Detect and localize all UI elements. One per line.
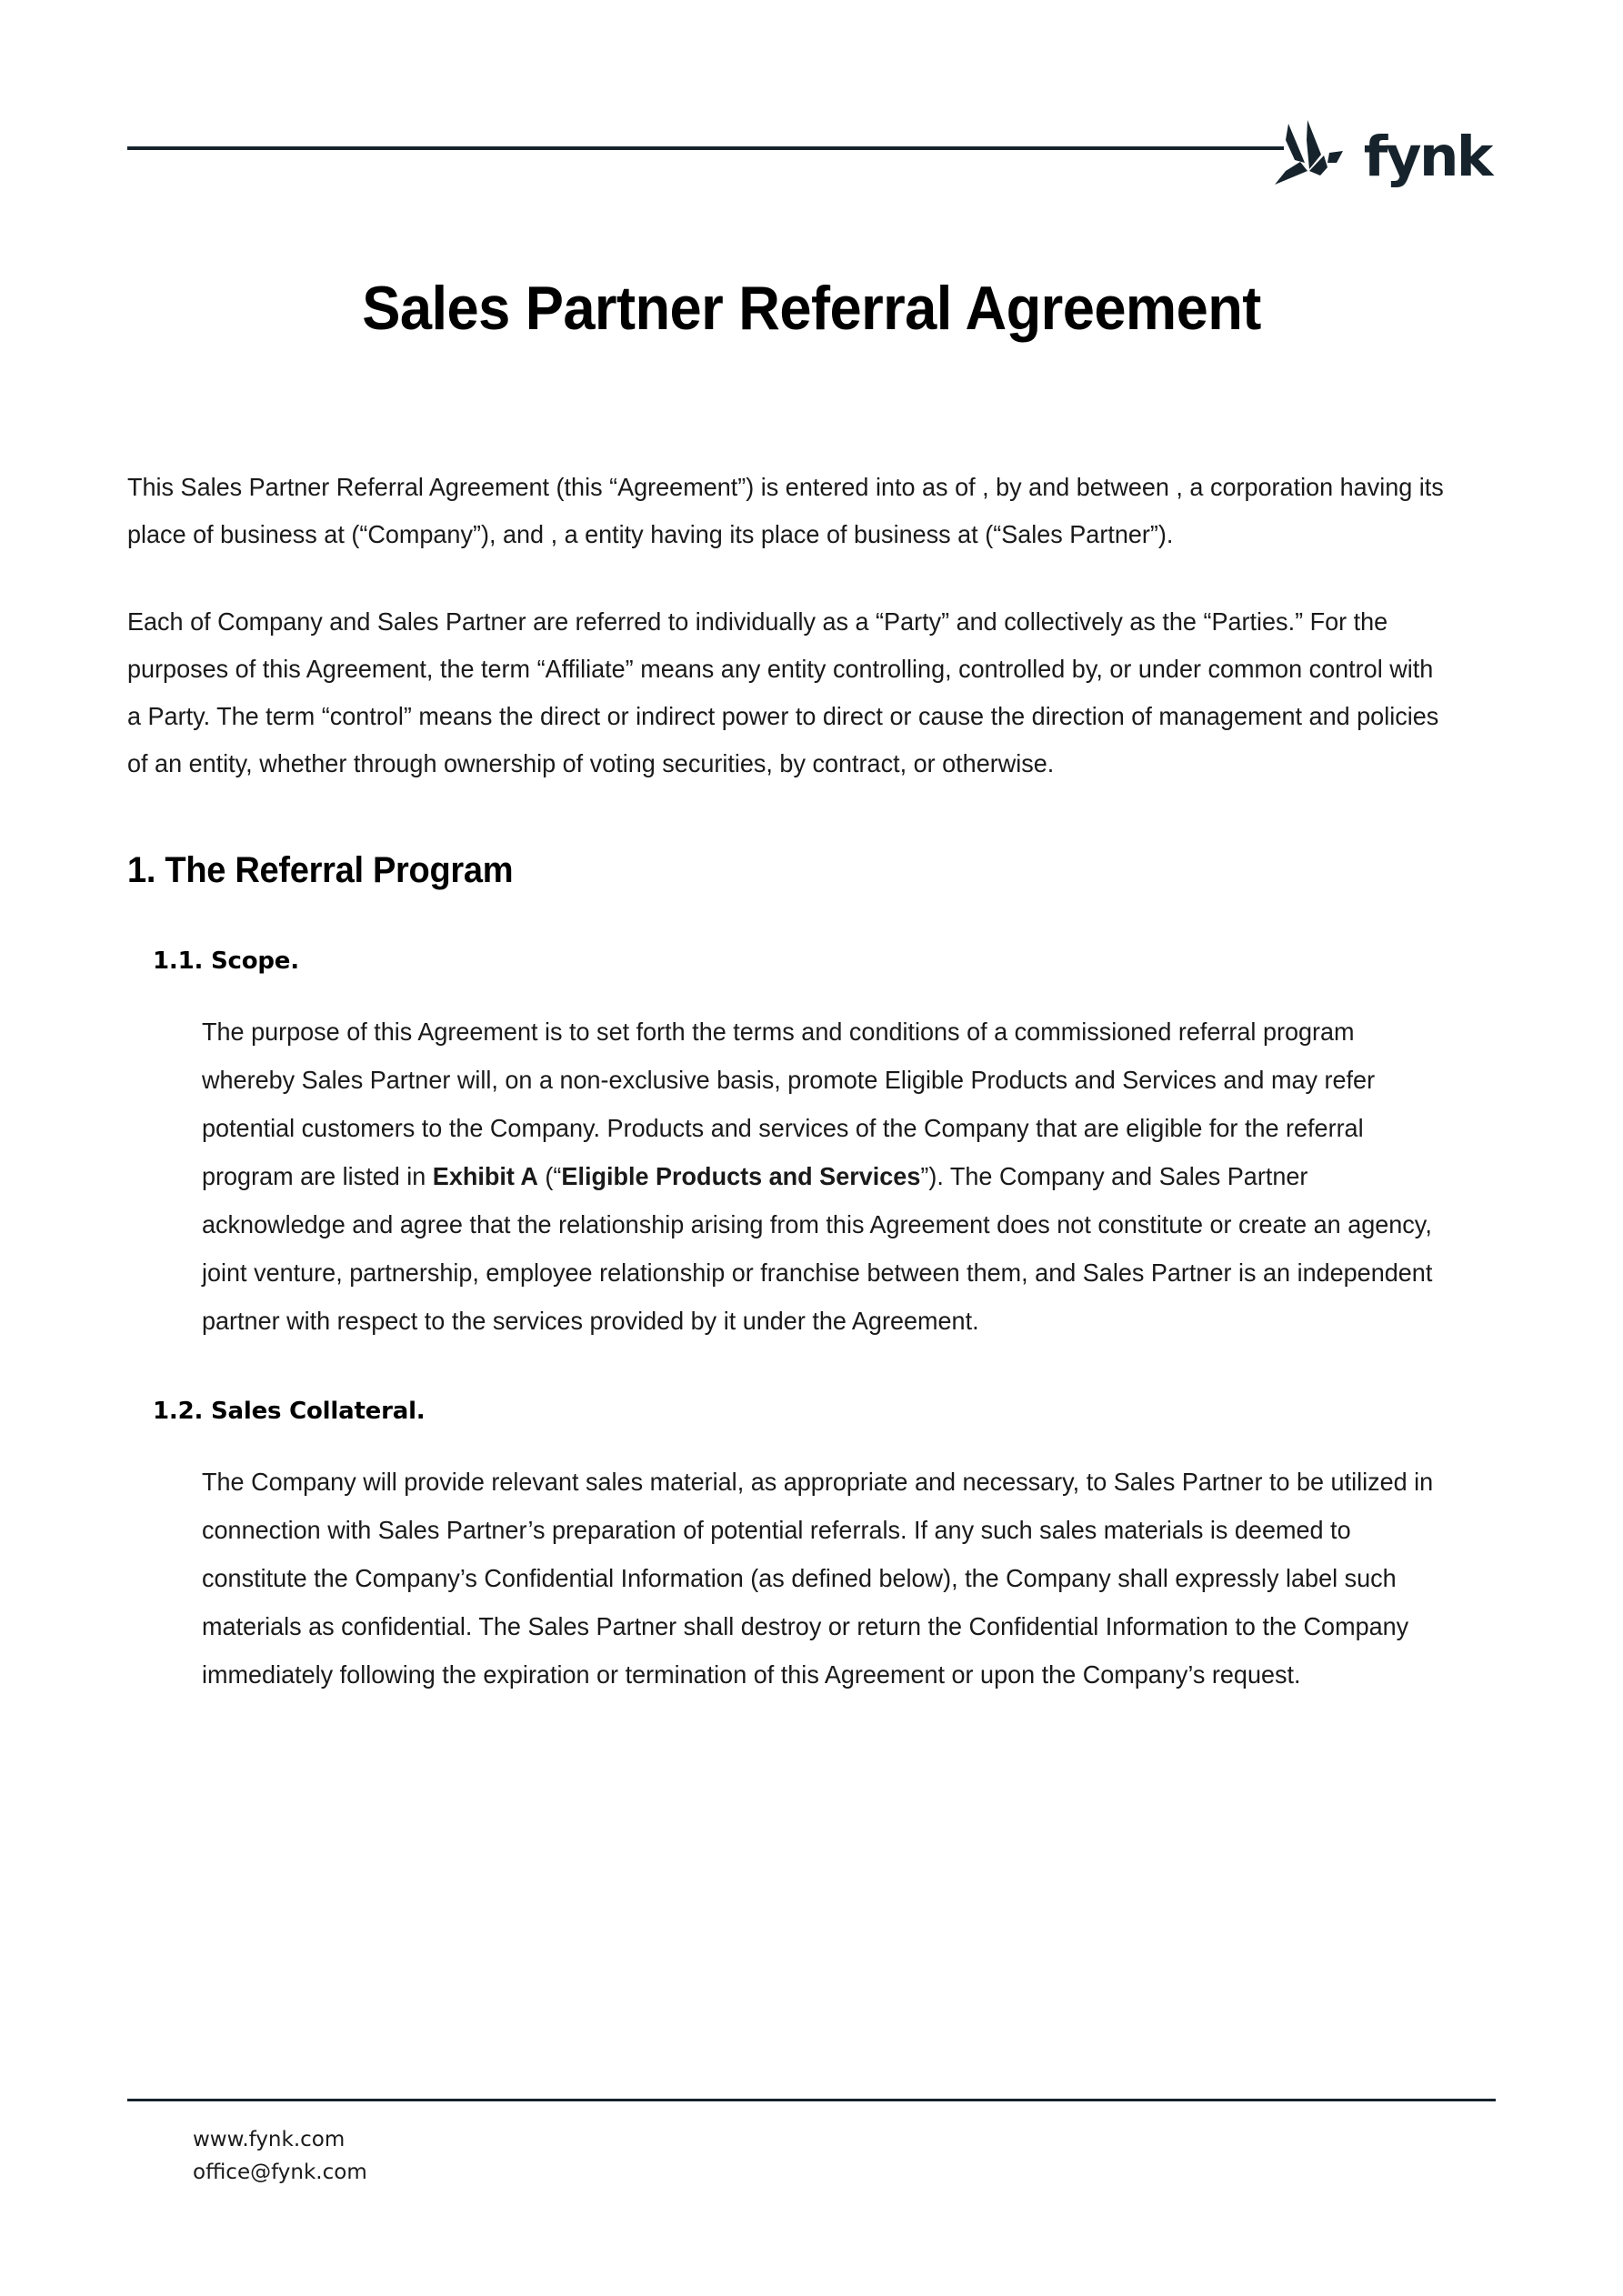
subsection-1-1	[127, 946, 1496, 1345]
subsection-1-2	[127, 1396, 1496, 1699]
subsection-body-1-2	[127, 1458, 1496, 1699]
intro-paragraph-2: Each of Company and Sales Partner are referred to individually as a “Party” and collectively as the “Parties.” For the purposes of this Agreement, the term “Affiliate” means any entity controlling, controlled by, or under common control with a Party. The term “control” means the direct or indirect power to direct or cause the direction of management and policies of an entity, whether through ownership of voting securities, by contract, or otherwise.	[127, 607, 1439, 777]
eligible-products-reference: Eligible Products and Services	[561, 1162, 921, 1190]
subsection-body-1-1	[127, 1008, 1496, 1345]
exhibit-a-reference: Exhibit A	[432, 1162, 538, 1190]
sub-text-1: The Company will provide relevant sales material, as appropriate and necessary, to Sales Partner to be utilized in connection with Sales Partner’s preparation of potential referrals. If any such sales materials is deemed to constitute the Company’s Confidential Information (as defined below), the Company shall expressly label such materials as confidential. The Sales Partner shall destroy or return the Confidential Information to the Company immediately following the expiration or termination of this Agreement or upon the Company’s request.	[202, 1468, 1434, 1689]
sub-text-2: (“	[537, 1162, 562, 1190]
page-header	[127, 118, 1496, 200]
header-divider	[127, 146, 1284, 150]
footer-contact	[127, 2123, 1496, 2189]
footer-website[interactable]: www.fynk.com	[193, 2128, 346, 2151]
footer-divider	[127, 2099, 1496, 2101]
fynk-logo	[1273, 111, 1491, 195]
document-title: Sales Partner Referral Agreement	[362, 274, 1261, 343]
page-footer	[127, 2099, 1496, 2189]
intro-paragraph-1: This Sales Partner Referral Agreement (this “Agreement”) is entered into as of , by and between , a corporation having its place of business at (“Company”), and , a entity having its place of business at (“Sales Partner”).	[127, 473, 1444, 548]
fynk-wordmark: fynk	[1363, 124, 1491, 189]
sub-text-3: ”). The Company and Sales Partner acknowledge and agree that the relationship arising from this Agreement does not constitute or create an agency, joint venture, partnership, employee relationship or franchise between them, and Sales Partner is an independent partner with respect to the services provided by it under the Agreement.	[202, 1162, 1433, 1335]
fynk-bird-icon	[1273, 120, 1351, 185]
subsection-heading-1-2: 1.2. Sales Collateral.	[153, 1398, 426, 1425]
sub-text-1: The purpose of this Agreement is to set forth the terms and conditions of a commissioned referral program whereby Sales Partner will, on a non-exclusive basis, promote Eligible Products and Services and may refer potential customers to the Company. Products and services of the Company that are eligible for the referral program are listed in	[202, 1018, 1376, 1190]
document-body	[127, 464, 1496, 1699]
section-heading-1: 1. The Referral Program	[127, 850, 514, 890]
subsection-heading-1-1: 1.1. Scope.	[153, 947, 299, 975]
footer-email[interactable]: office@fynk.com	[193, 2161, 367, 2184]
